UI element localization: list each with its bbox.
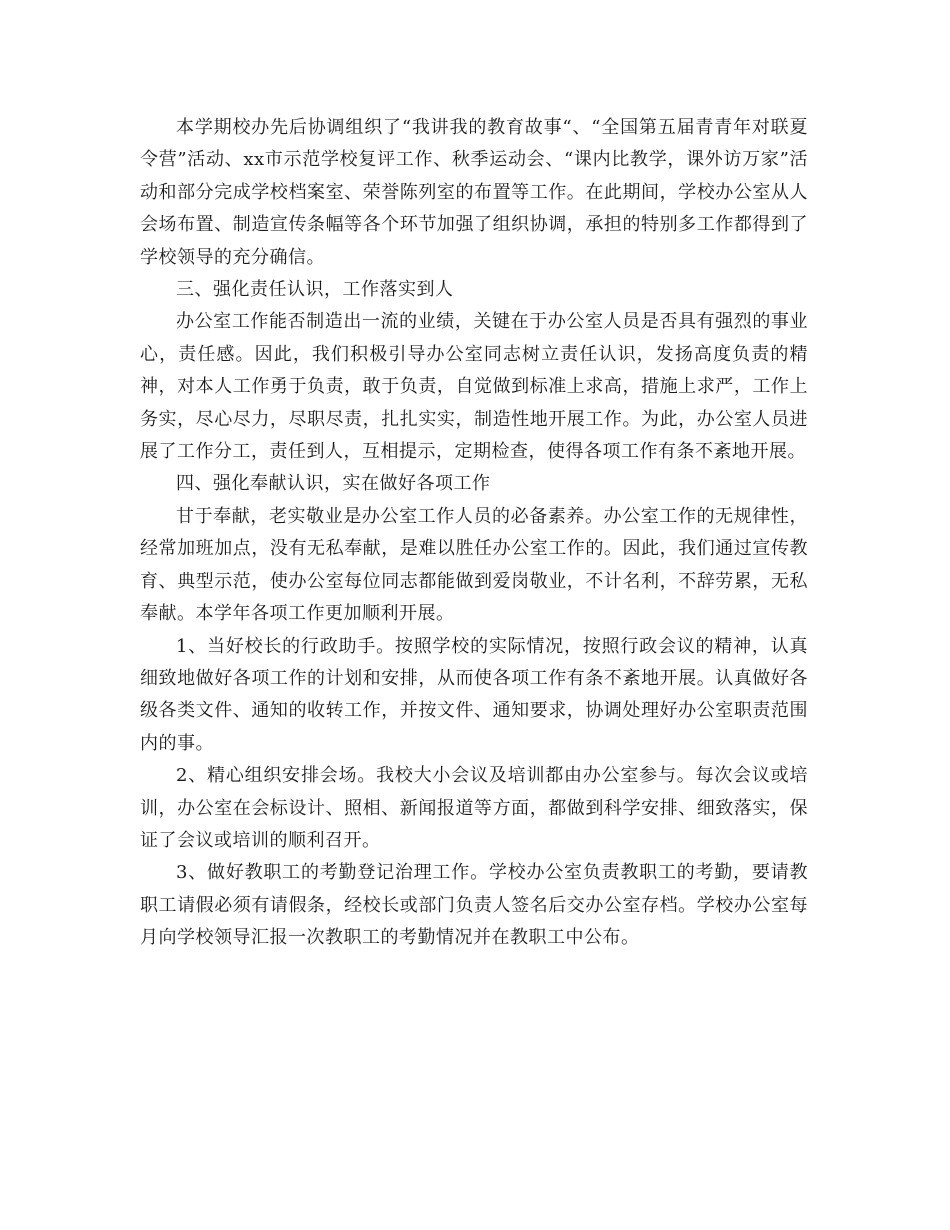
document-page: [140, 112, 808, 955]
body-paragraph: 甘于奉献，老实敬业是办公室工作人员的必备素养。办公室工作的无规律性，经常加班加点，没有无私奉献，是难以胜任办公室工作的。因此，我们通过宣传教育、典型示范，使办公室每位同志都能做到爱岗敬业，不计名利，不辞劳累，无私奉献。本学年各项工作更加顺利开展。: [140, 505, 808, 625]
body-paragraph: 本学期校办先后协调组织了“我讲我的教育故事“、“全国第五届青青年对联夏令营”活动、xx市示范学校复评工作、秋季运动会、“课内比教学，课外访万家”活动和部分完成学校档案室、荣誉陈列室的布置等工作。在此期间，学校办公室从人会场布置、制造宣传条幅等各个环节加强了组织协调，承担的特别多工作都得到了学校领导的充分确信。: [140, 117, 808, 268]
list-item-paragraph: 1、当好校长的行政助手。按照学校的实际情况，按照行政会议的精神，认真细致地做好各项工作的计划和安排，从而使各项工作有条不紊地开展。认真做好各级各类文件、通知的收转工作，并按文件、通知要求，协调处理好办公室职责范围内的事。: [140, 635, 808, 754]
list-item-paragraph: 2、精心组织安排会场。我校大小会议及培训都由办公室参与。每次会议或培训，办公室在会标设计、照相、新闻报道等方面，都做到科学安排、细致落实，保证了会议或培训的顺利召开。: [140, 765, 808, 851]
section-heading: 四、强化奉献认识，实在做好各项工作: [176, 473, 491, 495]
section-heading: 三、强化责任认识，工作落实到人: [176, 279, 454, 301]
body-paragraph: 办公室工作能否制造出一流的业绩，关键在于办公室人员是否具有强烈的事业心，责任感。因此，我们积极引导办公室同志树立责任认识，发扬高度负责的精神，对本人工作勇于负责，敢于负责，自觉做到标准上求高，措施上求严，工作上务实，尽心尽力，尽职尽责，扎扎实实，制造性地开展工作。为此，办公室人员进展了工作分工，责任到人，互相提示，定期检查，使得各项工作有条不紊地开展。: [140, 311, 808, 463]
list-item-paragraph: 3、做好教职工的考勤登记治理工作。学校办公室负责教职工的考勤，要请教职工请假必须有请假条，经校长或部门负责人签名后交办公室存档。学校办公室每月向学校领导汇报一次教职工的考勤情况并在教职工中公布。: [140, 862, 808, 949]
